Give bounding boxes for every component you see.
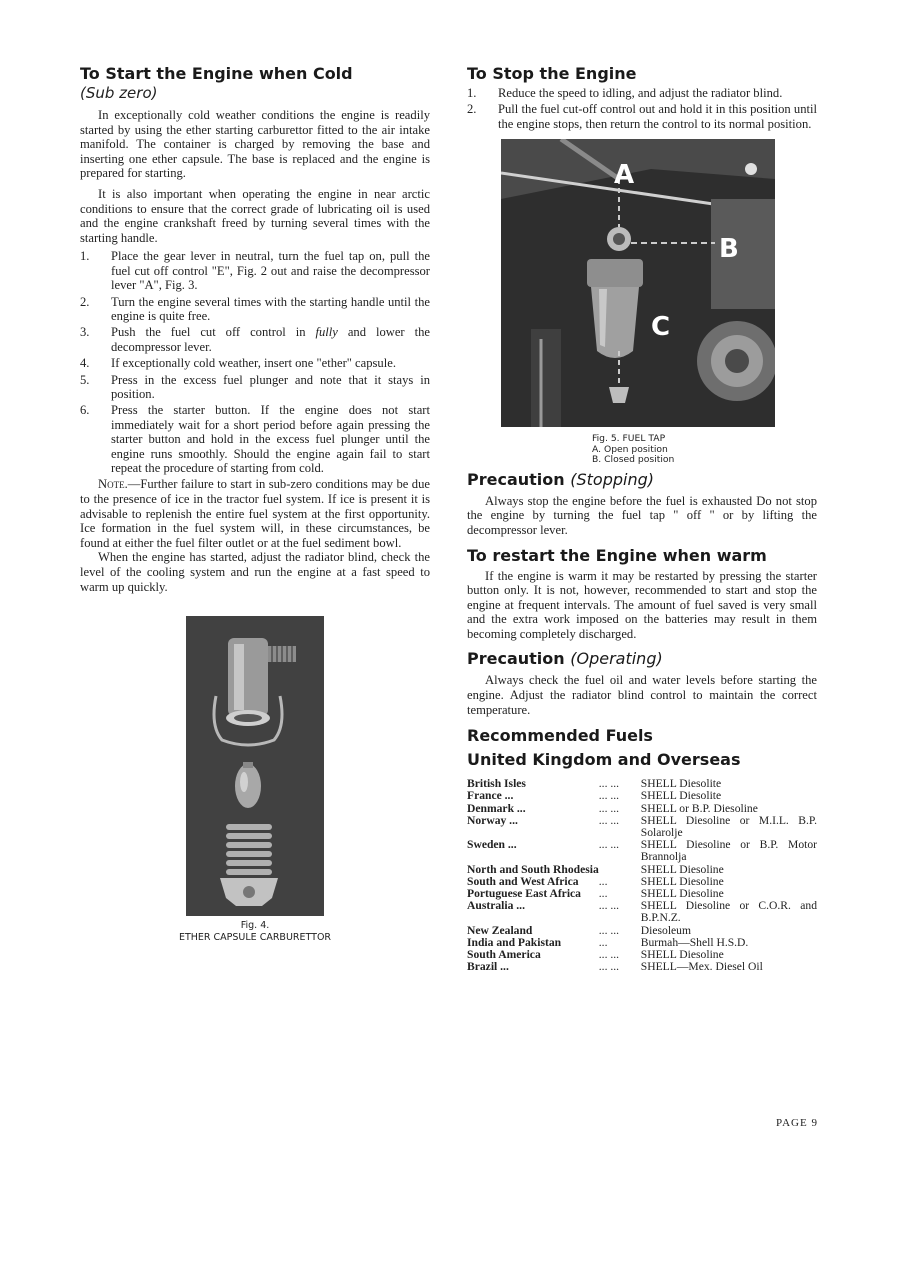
fuel-dots: ... ... (598, 813, 620, 827)
list-item: 2. Turn the engine several times with the starting handle until the engine is quite free. (80, 294, 430, 323)
paragraph: Always stop the engine before the fuel is exhausted Do not stop the engine by turning the fuel tap " off " or by lifting the decompressor lever. (467, 493, 817, 537)
fuel-country: South America (467, 948, 541, 962)
fuel-dots: ... (598, 887, 608, 901)
fuel-country: Brazil ... (467, 960, 509, 974)
left-column (80, 64, 430, 944)
fuel-dots: ... ... (598, 899, 620, 913)
table-row (467, 815, 817, 839)
cold-start-heading: To Start the Engine when Cold (80, 64, 353, 83)
paragraph: When the engine has started, adjust the radiator blind, check the level of the cooling system and run the engine at a fast speed to warm up quickly. (80, 550, 430, 594)
stop-steps (467, 86, 817, 131)
restart-heading: To restart the Engine when warm (467, 545, 767, 565)
fuel-country: South and West Africa (467, 874, 579, 888)
fuel-dots: ... (598, 935, 608, 949)
fuel-fuel: SHELL Diesoline (640, 862, 724, 876)
fuel-country: Denmark ... (467, 801, 526, 815)
fuel-dots: ... ... (598, 838, 620, 852)
fuel-fuel: SHELL Diesolite (640, 777, 722, 791)
fuel-country: New Zealand (467, 923, 533, 937)
fuel-fuel: SHELL—Mex. Diesel Oil (640, 960, 763, 974)
fuel-country: France ... (467, 789, 514, 803)
stop-engine-heading: To Stop the Engine (467, 64, 637, 83)
fig5-label-a: A (614, 160, 635, 191)
page-number: PAGE 9 (776, 1117, 818, 1129)
table-row (467, 790, 817, 802)
fuel-country: Norway ... (467, 813, 518, 827)
fuel-country: Sweden ... (467, 838, 517, 852)
fuel-dots: ... ... (598, 801, 620, 815)
fuel-tap-photo (501, 139, 775, 427)
fig5-item-b: B. Closed position (592, 454, 675, 466)
fuel-fuel: SHELL Diesoline (640, 887, 724, 901)
paragraph: It is also important when operating the engine in near arctic conditions to ensure that the correct grade of lubricating oil is used and the engine crankshaft freed by turning several times with the starting handle. (80, 186, 430, 245)
fuel-fuel: SHELL Diesoline or B.P. Motor Brannolja (640, 838, 817, 864)
list-item: 1. Place the gear lever in neutral, turn the fuel tap on, pull the fuel cut off control "E", Fig. 2 out and raise the decompressor lever "A", Fig. 3. (80, 249, 430, 293)
fuel-dots: ... ... (598, 789, 620, 803)
precaution-operating-heading: Precaution (Operating) (467, 649, 663, 669)
right-column (467, 64, 817, 974)
fuel-country: British Isles (467, 777, 526, 791)
fuels-subheading: United Kingdom and Overseas (467, 750, 741, 770)
ether-capsule-photo (186, 616, 324, 916)
paragraph: Always check the fuel oil and water levels before starting the engine. Adjust the radiator blind control to maintain the correct temperature. (467, 673, 817, 717)
fuel-fuel: SHELL Diesoline or C.O.R. and B.P.N.Z. (640, 899, 817, 925)
fuel-fuel: Burmah—Shell H.S.D. (640, 935, 749, 949)
fuel-fuel: SHELL Diesolite (640, 789, 722, 803)
fuel-country: Australia ... (467, 899, 525, 913)
fig4-title: ETHER CAPSULE CARBURETTOR (178, 932, 332, 944)
cold-start-steps (80, 249, 430, 475)
list-item: 1. Reduce the speed to idling, and adjust the radiator blind. (467, 86, 783, 100)
fuel-country: Portuguese East Africa (467, 887, 581, 901)
list-item: 4. If exceptionally cold weather, insert one "ether" capsule. (80, 356, 396, 371)
fuel-fuel: Diesoleum (640, 923, 691, 937)
fig5-caption (592, 434, 817, 466)
fig5-label-c: C (651, 312, 671, 343)
list-item: 5. Press in the excess fuel plunger and note that it stays in position. (80, 372, 430, 401)
note-paragraph: Note.—Further failure to start in sub-zero conditions may be due to the presence of ice in the tractor fuel system. If ice is present it is advisable to replenish the entire fuel system at the first opportunity. Ice formation in the fuel system will, in these circumstances, be found at either the fuel filter outlet or at the fuel sediment bowl. (80, 477, 430, 550)
table-row (467, 961, 817, 973)
list-item: 6. Press the starter button. If the engine does not start immediately wait for a short period before again pressing the starter button and hold in the excess fuel plunger until the engine runs smoothly. Should the engine again fail to start repeat the procedure of starting from cold. (80, 403, 430, 476)
fuel-country: India and Pakistan (467, 935, 562, 949)
list-item: 2. Pull the fuel cut-off control out and hold it in this position until the engine stops, then return the control to its normal position. (467, 102, 817, 131)
paragraph: In exceptionally cold weather conditions the engine is readily started by using the ether starting carburettor fitted to the air intake manifold. The container is charged by removing the base and inserting one ether capsule. The base is replaced and the engine is prepared for starting. (80, 108, 430, 181)
fuel-dots: ... ... (598, 960, 620, 974)
cold-start-subheading: (Sub zero) (80, 84, 158, 102)
fuel-dots: ... ... (598, 923, 620, 937)
fuel-fuel: SHELL Diesoline or M.I.L. B.P. Solarolje (640, 813, 817, 840)
fig4-number: Fig. 4. (240, 920, 270, 932)
fig5-title: Fig. 5. FUEL TAP (592, 433, 666, 445)
fuel-fuel: SHELL Diesoline (640, 874, 724, 888)
fig5-item-a: A. Open position (592, 443, 668, 455)
list-item: 3. Push the fuel cut off control in fully and lower the decompressor lever. (80, 325, 430, 354)
paragraph: If the engine is warm it may be restarted by pressing the starter button only. It is not, however, recommended to start and stop the engine at frequent intervals. The amount of fuel saved is very small and the extra work imposed on the batteries may result in them becoming completely discharged. (467, 568, 817, 641)
fig4-caption (80, 920, 430, 944)
table-row (467, 839, 817, 863)
fuel-fuel: SHELL or B.P. Diesoline (640, 801, 758, 815)
table-row (467, 900, 817, 924)
fuel-country: North and South Rhodesia (467, 862, 599, 876)
fuel-dots: ... ... (598, 777, 620, 791)
fig5-label-b: B (719, 234, 739, 265)
fuel-dots: ... ... (598, 948, 620, 962)
fuels-heading: Recommended Fuels (467, 726, 653, 746)
fuel-fuel: SHELL Diesoline (640, 948, 724, 962)
fuel-dots: ... (598, 874, 608, 888)
precaution-stopping-heading: Precaution (Stopping) (467, 469, 654, 489)
fuel-table (467, 778, 817, 973)
